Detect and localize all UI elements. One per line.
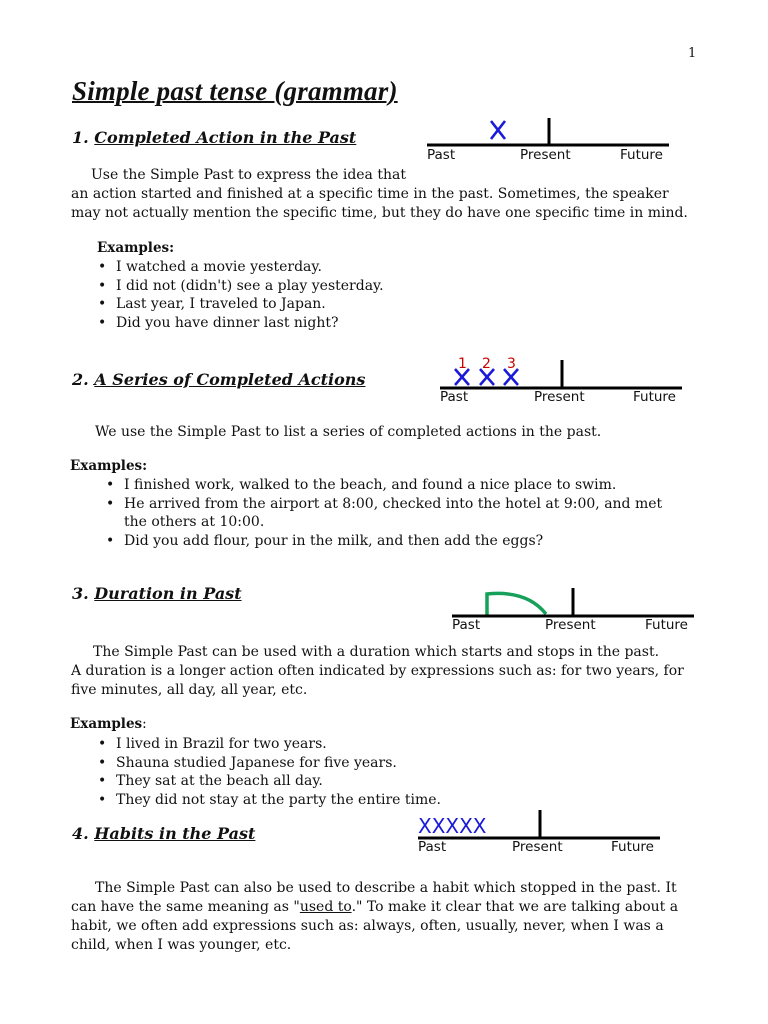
timeline-2-future-label: Future xyxy=(633,389,676,405)
timeline-4-future-label: Future xyxy=(611,839,654,855)
section-4-heading xyxy=(72,824,255,843)
section-3-title: Duration in Past xyxy=(94,584,242,603)
timeline-2-num-2: 2 xyxy=(482,356,491,372)
section-1-examples-label: Examples: xyxy=(97,240,175,256)
timeline-2-past-label: Past xyxy=(440,389,469,405)
section-2-examples-list xyxy=(106,476,663,550)
timeline-1 xyxy=(427,114,671,163)
timeline-3-past-label: Past xyxy=(452,617,481,633)
section-2-number: 2. xyxy=(72,370,89,389)
section-2-examples-label: Examples: xyxy=(70,458,148,474)
list-item: • He arrived from the airport at 8:00, checked into the hotel at 9:00, and met xyxy=(106,495,663,512)
list-item: • Did you add flour, pour in the milk, and then add the eggs? xyxy=(106,532,544,549)
page-number: 1 xyxy=(688,46,697,61)
timeline-3-future-label: Future xyxy=(645,617,688,633)
list-item: • I lived in Brazil for two years. xyxy=(98,736,327,752)
section-3-para-line3: five minutes, all day, all year, etc. xyxy=(71,682,308,698)
section-3-para-line2: A duration is a longer action often indicated by expressions such as: for two years, for xyxy=(71,663,684,679)
section-4-title: Habits in the Past xyxy=(94,824,256,843)
page-title: Simple past tense (grammar) xyxy=(72,76,398,106)
section-1-heading xyxy=(72,128,356,147)
section-2-heading xyxy=(72,370,365,389)
timeline-1-present-label: Present xyxy=(520,147,571,163)
timeline-2 xyxy=(440,352,684,405)
list-item: • They sat at the beach all day. xyxy=(98,773,323,789)
section-4-number: 4. xyxy=(72,824,89,843)
section-1-para-line3: may not actually mention the specific time, but they do have one specific time in mind. xyxy=(71,205,688,221)
section-1-examples-list xyxy=(98,258,384,332)
list-item: • Did you have dinner last night? xyxy=(98,314,339,331)
timeline-4-x-marks: XXXXX xyxy=(418,814,487,838)
section-1-para-line1: Use the Simple Past to express the idea that xyxy=(91,167,406,183)
section-3-examples-label: Examples xyxy=(70,716,143,732)
timeline-3-present-label: Present xyxy=(545,617,596,633)
timeline-2-num-1: 1 xyxy=(458,356,467,372)
list-item-continuation: the others at 10:00. xyxy=(124,514,265,530)
list-item: • Last year, I traveled to Japan. xyxy=(98,296,326,312)
timeline-4 xyxy=(418,808,662,855)
timeline-4-past-label: Past xyxy=(418,839,447,855)
section-1-para-line2: an action started and finished at a specific time in the past. Sometimes, the speaker xyxy=(71,186,669,202)
list-item: • I finished work, walked to the beach, and found a nice place to swim. xyxy=(106,477,617,493)
timeline-4-present-label: Present xyxy=(512,839,563,855)
used-to-link: used to xyxy=(299,899,352,915)
section-2-title: A Series of Completed Actions xyxy=(94,370,366,389)
section-3-heading xyxy=(72,584,242,603)
section-4-para-line2: can have the same meaning as "used to." To make it clear that we are talking about a xyxy=(71,899,679,915)
section-4-para-line4: child, when I was younger, etc. xyxy=(71,937,292,953)
list-item: • Shauna studied Japanese for five years. xyxy=(98,754,397,771)
section-1-number: 1. xyxy=(72,128,89,147)
section-4-para-line3: habit, we often add expressions such as: always, often, usually, never, when I was a xyxy=(71,918,664,934)
section-2-para: We use the Simple Past to list a series of completed actions in the past. xyxy=(95,424,602,440)
timeline-3-duration-arc xyxy=(487,593,546,615)
section-3-number: 3. xyxy=(72,584,89,603)
section-4-para-line1: The Simple Past can also be used to describe a habit which stopped in the past. It xyxy=(95,880,677,896)
section-3-para-line1: The Simple Past can be used with a duration which starts and stops in the past. xyxy=(93,644,660,660)
list-item: • I watched a movie yesterday. xyxy=(98,259,322,275)
timeline-3 xyxy=(452,584,696,633)
section-1-title: Completed Action in the Past xyxy=(94,128,357,147)
list-item: • They did not stay at the party the entire time. xyxy=(98,791,442,808)
timeline-2-num-3: 3 xyxy=(507,356,516,372)
timeline-1-x-mark xyxy=(491,121,505,139)
timeline-2-present-label: Present xyxy=(534,389,585,405)
section-3-examples-list xyxy=(98,735,442,809)
section-3-examples-label-row: Examples: xyxy=(70,716,147,732)
list-item: • I did not (didn't) see a play yesterday. xyxy=(98,277,384,294)
timeline-1-future-label: Future xyxy=(620,147,663,163)
timeline-1-past-label: Past xyxy=(427,147,456,163)
